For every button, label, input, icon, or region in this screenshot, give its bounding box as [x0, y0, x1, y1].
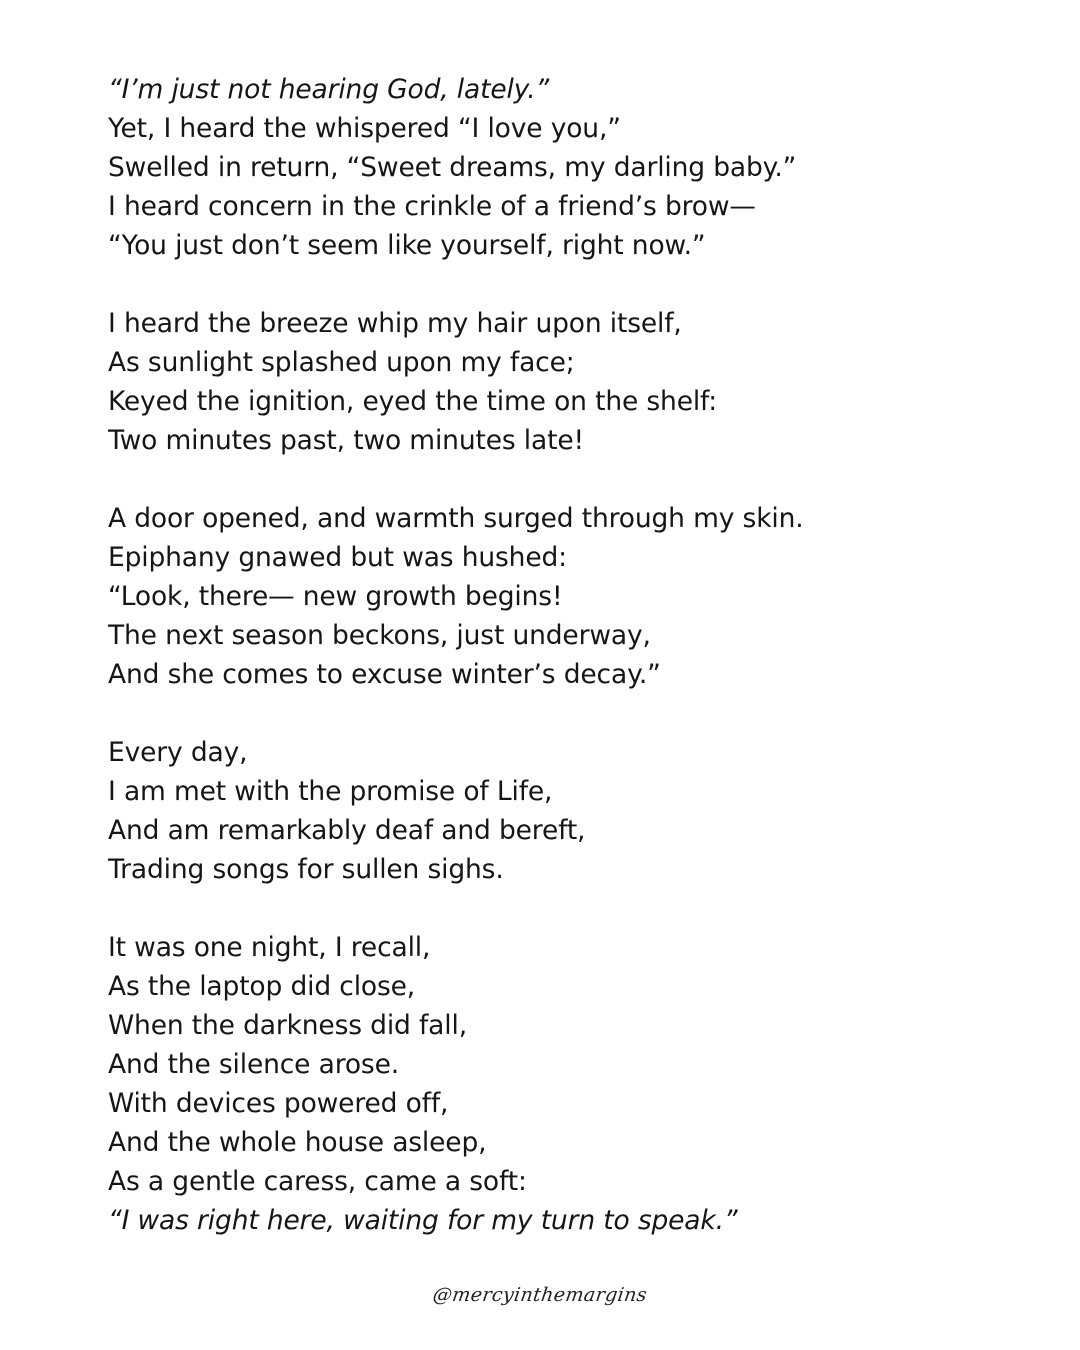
poem-line: I heard concern in the crinkle of a friend’s brow— [108, 191, 756, 222]
stanza-3 [108, 499, 1008, 694]
poem-line: Yet, I heard the whispered “I love you,” [108, 113, 621, 144]
poem-line: Trading songs for sullen sighs. [108, 854, 504, 885]
poem-line: Two minutes past, two minutes late! [108, 425, 584, 456]
stanza-1 [108, 70, 1008, 265]
poem [108, 70, 1008, 1240]
poem-line: With devices powered off, [108, 1088, 449, 1119]
poem-line: As the laptop did close, [108, 971, 416, 1002]
poem-line: “Look, there— new growth begins! [108, 581, 563, 612]
poem-line: And the silence arose. [108, 1049, 400, 1080]
poem-line: And the whole house asleep, [108, 1127, 487, 1158]
poem-line: It was one night, I recall, [108, 932, 431, 963]
poem-line: I am met with the promise of Life, [108, 776, 553, 807]
poem-line: A door opened, and warmth surged through my skin. [108, 503, 804, 534]
poem-line: Keyed the ignition, eyed the time on the shelf: [108, 386, 718, 417]
poem-line: I heard the breeze whip my hair upon itself, [108, 308, 682, 339]
poem-line: As a gentle caress, came a soft: [108, 1166, 527, 1197]
poem-line: As sunlight splashed upon my face; [108, 347, 575, 378]
poem-line: Swelled in return, “Sweet dreams, my darling baby.” [108, 152, 797, 183]
stanza-5 [108, 928, 1008, 1240]
stanza-2 [108, 304, 1008, 460]
poem-line: “You just don’t seem like yourself, right now.” [108, 230, 706, 261]
poem-line: And am remarkably deaf and bereft, [108, 815, 586, 846]
author-handle: @mercyinthemargins [431, 1284, 649, 1306]
poem-line: And she comes to excuse winter’s decay.” [108, 659, 661, 690]
poem-line: Every day, [108, 737, 248, 768]
poem-line: The next season beckons, just underway, [108, 620, 651, 651]
poem-line: When the darkness did fall, [108, 1010, 467, 1041]
poem-line: “I’m just not hearing God, lately.” [108, 74, 550, 105]
stanza-4 [108, 733, 1008, 889]
poem-line: Epiphany gnawed but was hushed: [108, 542, 567, 573]
poem-line: “I was right here, waiting for my turn to speak.” [108, 1205, 738, 1236]
